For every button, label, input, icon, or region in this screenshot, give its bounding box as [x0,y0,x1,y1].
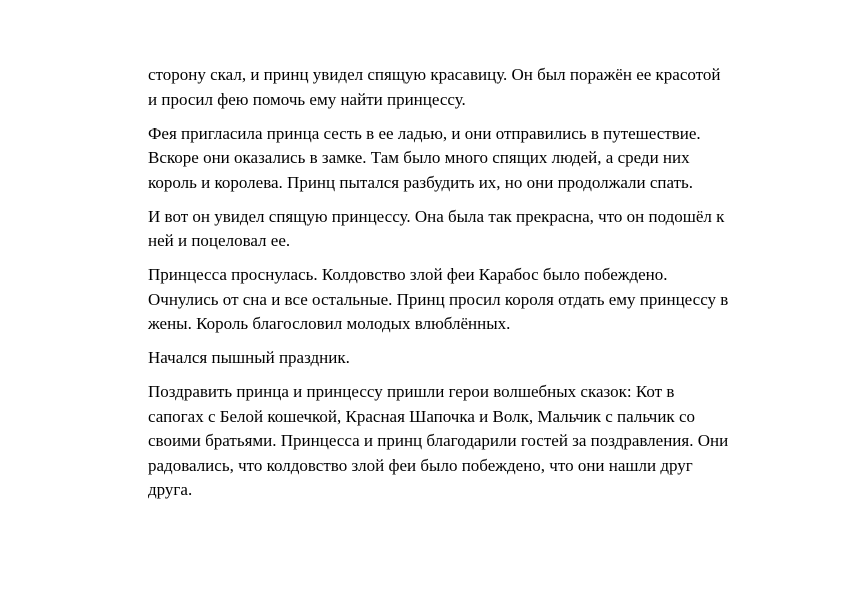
text-line: своими братьями. Принцесса и принц благодарили гостей за поздравления. Они [148,431,729,450]
paragraph-4 [148,263,773,337]
document-body [148,63,773,512]
text-line: сапогах с Белой кошечкой, Красная Шапочка и Волк, Мальчик с пальчик со [148,406,695,426]
paragraph-2 [148,122,773,196]
text-line: жены. Король благословил молодых влюблённых. [148,314,511,333]
text-line: сторону скал, и принц увидел спящую красавицу. Он был поражён ее красотой [148,65,721,84]
text-line: Очнулись от сна и все остальные. Принц просил короля отдать ему принцессу в [148,289,729,309]
text-line: И вот он увидел спящую принцессу. Она была так прекрасна, что он подошёл к [148,206,725,226]
text-line: и просил фею помочь ему найти принцессу. [148,89,466,109]
text-line: Вскоре они оказались в замке. Там было много спящих людей, а среди них [148,148,690,167]
text-line: король и королева. Принц пытался разбудить их, но они продолжали спать. [148,172,694,192]
paragraph-3 [148,205,773,254]
text-line: Фея пригласила принца сесть в ее ладью, и они отправились в путешествие. [148,123,701,143]
text-line: ней и поцеловал ее. [148,231,291,250]
text-line: Начался пышный праздник. [148,348,350,367]
text-line: Поздравить принца и принцессу пришли герои волшебных сказок: Кот в [148,382,675,401]
text-line: Принцесса проснулась. Колдовство злой феи Карабос было побеждено. [148,265,668,284]
paragraph-1 [148,63,773,112]
paragraph-6 [148,380,773,503]
text-line: радовались, что колдовство злой феи было побеждено, что они нашли друг [148,455,693,475]
paragraph-5 [148,346,773,371]
text-line: друга. [148,480,193,499]
